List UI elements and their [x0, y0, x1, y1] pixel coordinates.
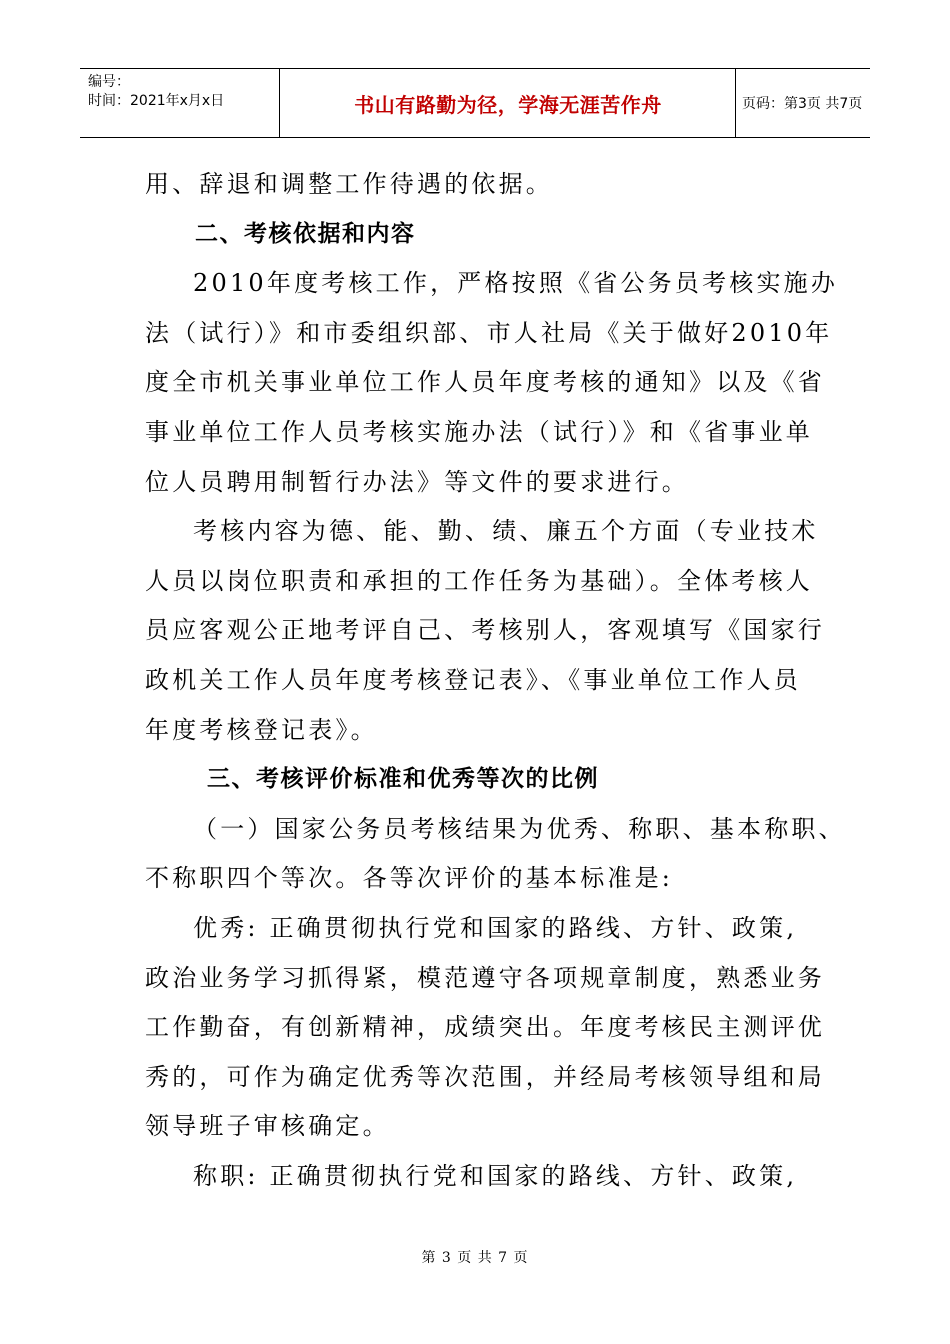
number-label: 编号： — [88, 74, 130, 90]
text-line: 政机关工作人员年度考核登记表》、《事业单位工作人员 — [145, 665, 801, 694]
text-line: 事业单位工作人员考核实施办法（试行）》和《省事业单 — [145, 417, 813, 446]
text-line: 位人员聘用制暂行办法》等文件的要求进行。 — [145, 467, 689, 496]
text-line: 秀的，可作为确定优秀等次范围，并经局考核领导组和局 — [145, 1062, 825, 1091]
header-page-info: 页码：第3页 共7页 — [742, 96, 863, 112]
section-heading-2: 二、考核依据和内容 — [195, 220, 416, 247]
text-line: 用、辞退和调整工作待遇的依据。 — [145, 170, 553, 198]
page-header — [80, 68, 870, 138]
document-body — [145, 160, 846, 1201]
text-line: 政治业务学习抓得紧，模范遵守各项规章制度，熟悉业务 — [145, 963, 825, 992]
text-line: 度全市机关事业单位工作人员年度考核的通知》以及《省 — [145, 368, 825, 397]
text-line: 人员以岗位职责和承担的工作任务为基础）。全体考核人 — [145, 566, 813, 595]
text-line: 法（试行）》和市委组织部、市人社局《关于做好2010年 — [145, 318, 833, 347]
text-line: 称职: 正确贯彻执行党和国家的路线、方针、政策, — [193, 1161, 798, 1190]
text-line: 考核内容为德、能、勤、绩、廉五个方面（专业技术 — [193, 517, 819, 546]
header-meta-cell — [80, 69, 280, 137]
section-heading-3: 三、考核评价标准和优秀等次的比例 — [207, 766, 599, 793]
date-label: 时间：2021年x月x日 — [88, 93, 225, 109]
text-line: 工作勤奋，有创新精神，成绩突出。年度考核民主测评优 — [145, 1013, 825, 1042]
text-line: 年度考核登记表》。 — [145, 715, 378, 744]
text-line: （一）国家公务员考核结果为优秀、称职、基本称职、 — [193, 814, 846, 843]
header-motto: 书山有路勤为径，学海无涯苦作舟 — [281, 69, 736, 137]
text-line: 员应客观公正地考评自己、考核别人，客观填写《国家行 — [145, 616, 825, 645]
text-line: 优秀: 正确贯彻执行党和国家的路线、方针、政策, — [193, 913, 798, 942]
text-line: 2010年度考核工作，严格按照《省公务员考核实施办 — [193, 269, 839, 298]
text-line: 领导班子审核确定。 — [145, 1112, 390, 1141]
text-line: 不称职四个等次。各等次评价的基本标准是: — [145, 864, 674, 893]
page-footer: 第 3 页 共 7 页 — [421, 1250, 529, 1266]
